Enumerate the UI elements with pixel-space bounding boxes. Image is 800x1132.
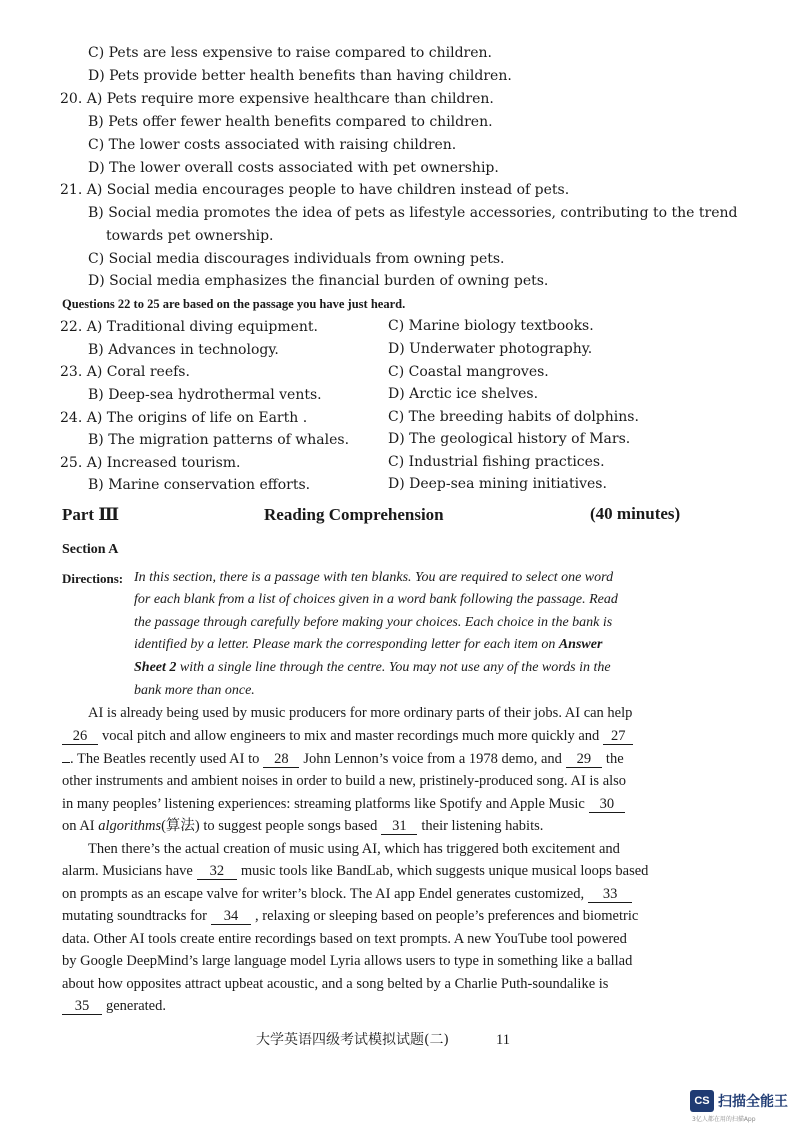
part-title: Reading Comprehension xyxy=(264,505,444,524)
blank-27-tail xyxy=(62,762,70,763)
page-number: 11 xyxy=(496,1032,510,1048)
algorithms-word: algorithms xyxy=(98,818,162,834)
blank-27[interactable]: 27 xyxy=(603,728,633,745)
option-23a: 23. A) Coral reefs. xyxy=(60,364,190,380)
option-21c: C) Social media discourages individuals from owning pets. xyxy=(88,251,505,267)
blank-28[interactable]: 28 xyxy=(263,751,299,768)
passage-p2-line-8-text: generated. xyxy=(106,998,166,1014)
passage-p1-line-5-text: in many peoples’ listening experiences: streaming platforms like Spotify and Apple Music xyxy=(62,796,585,812)
directions-line-4-text: identified by a letter. Please mark the corresponding letter for each item on xyxy=(134,637,559,652)
option-25d: D) Deep-sea mining initiatives. xyxy=(388,476,607,492)
blank-35[interactable]: 35 xyxy=(62,998,102,1015)
passage-p2-line-3 xyxy=(62,885,636,903)
passage-p1-line-2-text: vocal pitch and allow engineers to mix and master recordings much more quickly and xyxy=(102,728,600,744)
passage-p1-line-6c: (算法) to suggest people songs based xyxy=(161,818,378,834)
option-24a: 24. A) The origins of life on Earth . xyxy=(60,410,308,426)
passage-p1-line-3a: . The Beatles recently used AI to xyxy=(70,751,260,767)
option-24b: B) The migration patterns of whales. xyxy=(88,432,350,448)
passage-p2-line-2b: music tools like BandLab, which suggests unique musical loops based xyxy=(240,863,649,879)
option-19c: C) Pets are less expensive to raise compared to children. xyxy=(88,45,492,61)
option-25a: 25. A) Increased tourism. xyxy=(60,455,241,471)
passage-p1-line-1: AI is already being used by music producers for more ordinary parts of their jobs. AI can help xyxy=(88,705,633,721)
questions-22-25-intro: Questions 22 to 25 are based on the passage you have just heard. xyxy=(62,297,406,311)
directions-line-6: bank more than once. xyxy=(134,683,255,698)
answer-word: Answer xyxy=(558,637,603,652)
passage-p2-line-1: Then there’s the actual creation of music using AI, which has triggered both excitement and xyxy=(88,841,620,857)
option-24c: C) The breeding habits of dolphins. xyxy=(388,409,639,425)
passage-p2-line-4b: , relaxing or sleeping based on people’s preferences and biometric xyxy=(254,908,639,924)
passage-p2-line-4a: mutating soundtracks for xyxy=(62,908,207,924)
passage-p2-line-2a: alarm. Musicians have xyxy=(62,863,193,879)
passage-p2-line-2 xyxy=(62,862,648,880)
option-24d: D) The geological history of Mars. xyxy=(388,431,631,447)
blank-31[interactable]: 31 xyxy=(381,818,417,835)
passage-p2-line-5: data. Other AI tools create entire recordings based on text prompts. A new YouTube tool powered xyxy=(62,931,627,947)
passage-p1-line-3 xyxy=(62,750,624,768)
part-label: Part Ⅲ xyxy=(62,505,120,524)
watermark-subtitle: 3亿人都在用的扫描App xyxy=(692,1116,756,1123)
passage-p1-line-3b: John Lennon’s voice from a 1978 demo, and xyxy=(303,751,562,767)
option-23d: D) Arctic ice shelves. xyxy=(388,386,539,402)
option-20c: C) The lower costs associated with raising children. xyxy=(88,137,457,153)
option-22b: B) Advances in technology. xyxy=(88,342,279,358)
option-25c: C) Industrial fishing practices. xyxy=(388,454,605,470)
watermark-name: 扫描全能王 xyxy=(718,1094,788,1110)
directions-line-2: for each blank from a list of choices given in a word bank following the passage. Read xyxy=(134,592,618,607)
passage-p1-line-5 xyxy=(62,795,629,813)
passage-p2-line-6: by Google DeepMind’s large language model Lyria allows users to type in something like a ballad xyxy=(62,953,633,969)
option-20d: D) The lower overall costs associated with pet ownership. xyxy=(88,160,499,176)
option-21b-line2: towards pet ownership. xyxy=(106,228,274,244)
directions-line-5-text: with a single line through the centre. You may not use any of the words in the xyxy=(176,660,611,675)
blank-33[interactable]: 33 xyxy=(588,886,632,903)
passage-p1-line-2 xyxy=(62,727,637,745)
directions-line-1: In this section, there is a passage with ten blanks. You are required to select one word xyxy=(134,570,614,585)
passage-p2-line-4 xyxy=(62,907,638,925)
passage-p2-line-3-text: on prompts as an escape valve for writer’s block. The AI app Endel generates customized, xyxy=(62,886,585,902)
option-20b: B) Pets offer fewer health benefits compared to children. xyxy=(88,114,493,130)
passage-p2-line-7: about how opposites attract upbeat acoustic, and a song belted by a Charlie Puth-soundalike is xyxy=(62,976,609,992)
option-21d: D) Social media emphasizes the financial burden of owning pets. xyxy=(88,273,549,289)
directions-label: Directions: xyxy=(62,571,124,586)
footer-title: 大学英语四级考试模拟试题(二) xyxy=(256,1032,449,1048)
blank-29[interactable]: 29 xyxy=(566,751,602,768)
option-20a: 20. A) Pets require more expensive healthcare than children. xyxy=(60,91,494,107)
directions-line-3: the passage through carefully before making your choices. Each choice in the bank is xyxy=(134,615,613,630)
blank-30[interactable]: 30 xyxy=(589,796,625,813)
passage-p1-line-6 xyxy=(62,817,543,835)
passage-p1-line-6a: on AI xyxy=(62,818,99,834)
passage-p2-line-8 xyxy=(62,997,166,1015)
passage-p1-line-3c: the xyxy=(605,751,624,767)
camscanner-logo-icon: CS xyxy=(690,1090,714,1112)
option-22d: D) Underwater photography. xyxy=(388,341,593,357)
blank-34[interactable]: 34 xyxy=(211,908,251,925)
option-23b: B) Deep-sea hydrothermal vents. xyxy=(88,387,322,403)
option-23c: C) Coastal mangroves. xyxy=(388,364,549,380)
section-a-heading: Section A xyxy=(62,542,119,557)
scanner-watermark xyxy=(690,1086,794,1126)
option-25b: B) Marine conservation efforts. xyxy=(88,477,311,493)
passage-p1-line-6d: their listening habits. xyxy=(421,818,544,834)
option-22a: 22. A) Traditional diving equipment. xyxy=(60,319,318,335)
blank-32[interactable]: 32 xyxy=(197,863,237,880)
option-21b-line1: B) Social media promotes the idea of pets as lifestyle accessories, contributing to the trend xyxy=(88,205,738,221)
option-19d: D) Pets provide better health benefits than having children. xyxy=(88,68,512,84)
directions-line-5 xyxy=(134,659,611,677)
part-time: (40 minutes) xyxy=(590,504,681,523)
option-21a: 21. A) Social media encourages people to have children instead of pets. xyxy=(60,182,570,198)
passage-p1-line-4: other instruments and ambient noises in order to build a new, pristinely-produced song. AI is also xyxy=(62,773,627,789)
directions-line-4 xyxy=(134,636,602,654)
option-22c: C) Marine biology textbooks. xyxy=(388,318,594,334)
blank-26[interactable]: 26 xyxy=(62,728,98,745)
sheet-2-word: Sheet 2 xyxy=(134,660,177,675)
